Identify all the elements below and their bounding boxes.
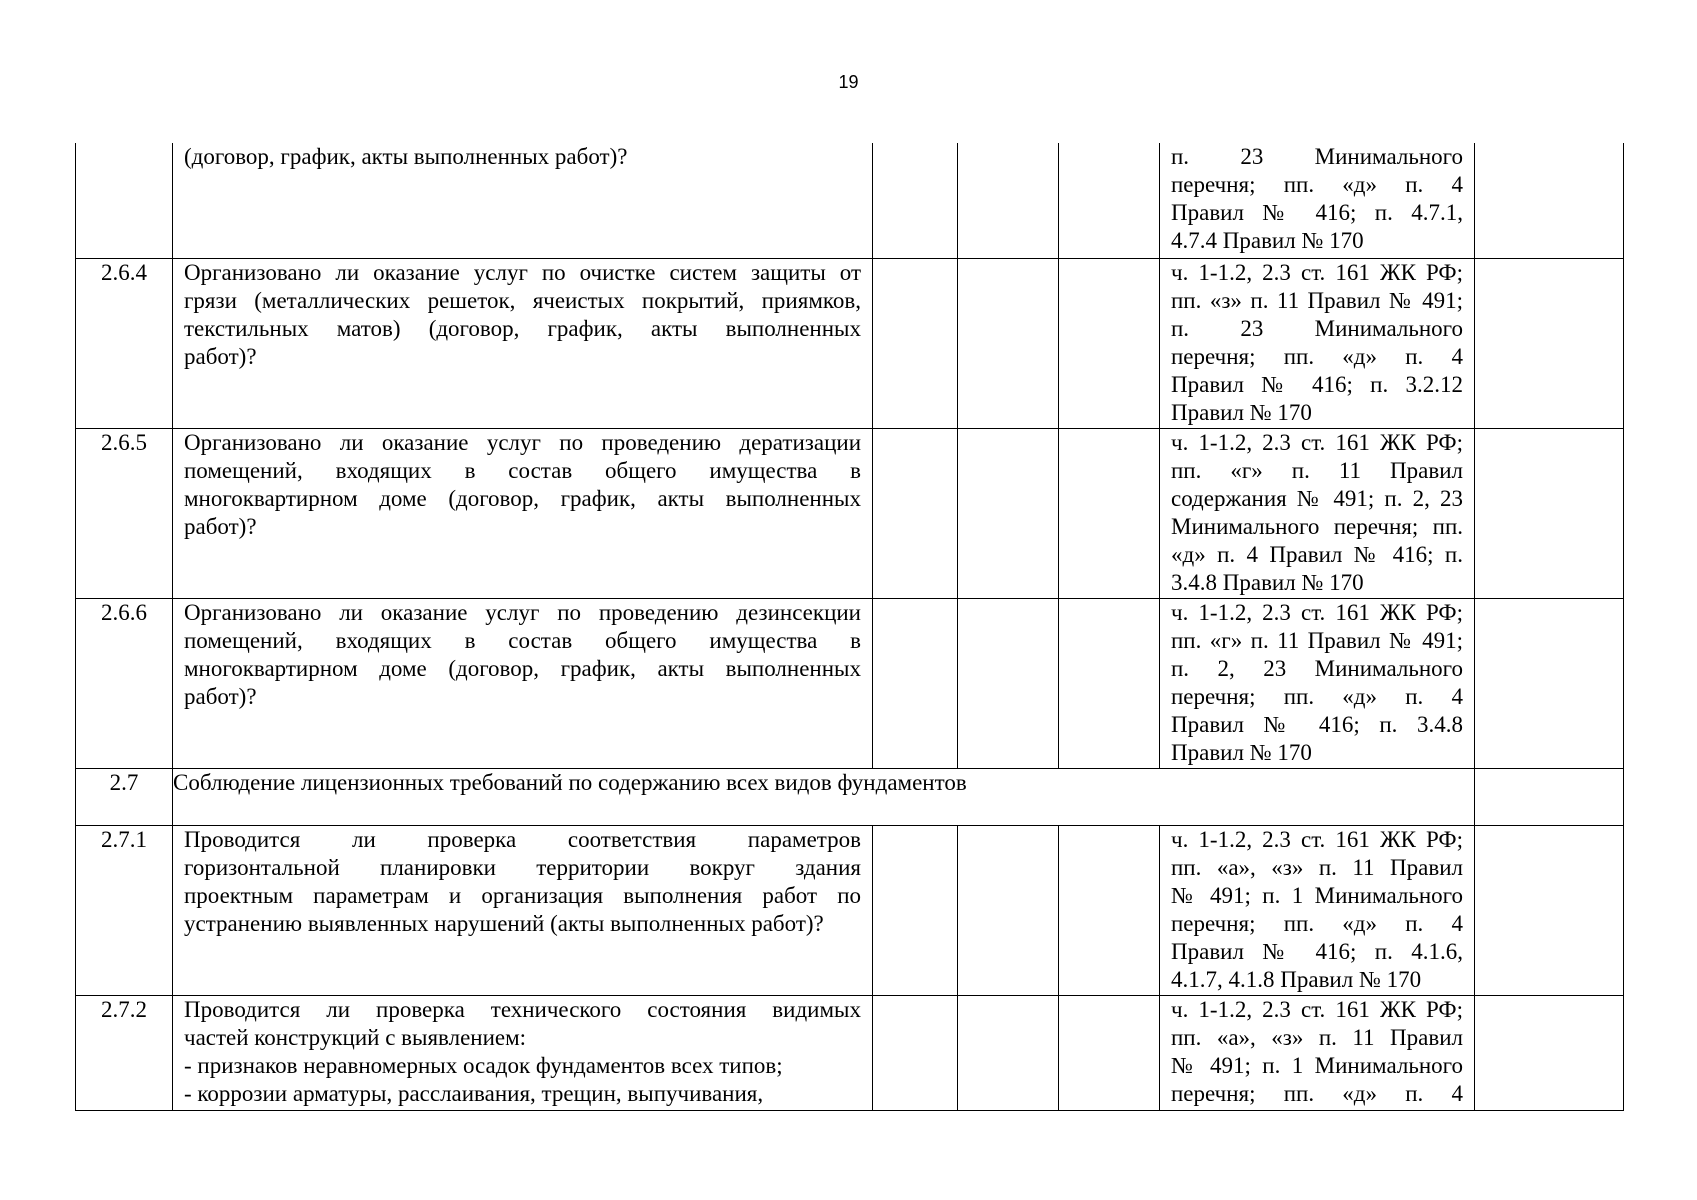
table-row xyxy=(76,825,1624,995)
note-cell xyxy=(1475,598,1624,768)
reference-line: перечня; пп. «д» п. 4 xyxy=(1171,910,1463,936)
reference-line: пп. «г» п. 11 Правил xyxy=(1171,457,1463,483)
reference-line: ч. 1-1.2, 2.3 ст. 161 ЖК РФ; xyxy=(1171,429,1463,455)
table-row xyxy=(76,258,1624,428)
reference-line: Правил № 416; п. 4.7.1, xyxy=(1171,200,1463,225)
question-line: работ)? xyxy=(184,343,257,369)
reference-cell xyxy=(1160,143,1475,258)
reference-cell xyxy=(1160,825,1475,995)
question-line: - коррозии арматуры, расслаивания, трещин, выпучивания, xyxy=(184,1080,764,1106)
reference-line: 3.4.8 Правил № 170 xyxy=(1171,569,1364,595)
question-cell xyxy=(173,995,873,1110)
note-cell xyxy=(1475,428,1624,598)
reference-cell xyxy=(1160,995,1475,1110)
reference-line: ч. 1-1.2, 2.3 ст. 161 ЖК РФ; xyxy=(1171,996,1463,1022)
row-number: 2.6.5 xyxy=(76,428,173,598)
reference-line: ч. 1-1.2, 2.3 ст. 161 ЖК РФ; xyxy=(1171,259,1463,285)
note-cell xyxy=(1475,995,1624,1110)
answer-cell xyxy=(1059,258,1160,428)
reference-line: 4.1.7, 4.1.8 Правил № 170 xyxy=(1171,966,1422,992)
reference-line: Правил № 170 xyxy=(1171,739,1312,765)
reference-line: п. 23 Минимального xyxy=(1171,144,1463,169)
reference-line: № 491; п. 1 Минимального xyxy=(1171,882,1463,908)
question-cell xyxy=(173,143,873,258)
answer-cell xyxy=(873,825,958,995)
note-cell xyxy=(1475,258,1624,428)
question-line: (договор, график, акты выполненных работ)? xyxy=(184,144,628,169)
reference-cell xyxy=(1160,258,1475,428)
reference-cell xyxy=(1160,598,1475,768)
answer-cell xyxy=(958,598,1059,768)
question-line: грязи (металлических решеток, ячеистых покрытий, приямков, xyxy=(184,287,861,313)
question-line: помещений, входящих в состав общего имущества в xyxy=(184,627,861,653)
question-line: работ)? xyxy=(184,683,257,709)
reference-line: Правил № 416; п. 4.1.6, xyxy=(1171,938,1463,964)
question-cell xyxy=(173,598,873,768)
question-line: текстильных матов) (договор, график, акты выполненных xyxy=(184,315,861,341)
reference-line: пп. «а», «з» п. 11 Правил xyxy=(1171,854,1463,880)
reference-line: п. 2, 23 Минимального xyxy=(1171,655,1463,681)
question-line: частей конструкций с выявлением: xyxy=(184,1024,527,1050)
reference-line: перечня; пп. «д» п. 4 xyxy=(1171,683,1463,709)
question-line: проектным параметрам и организация выполнения работ по xyxy=(184,882,861,908)
section-row xyxy=(76,768,1624,825)
reference-line: пп. «а», «з» п. 11 Правил xyxy=(1171,1024,1463,1050)
table-row xyxy=(76,428,1624,598)
answer-cell xyxy=(873,428,958,598)
reference-line: ч. 1-1.2, 2.3 ст. 161 ЖК РФ; xyxy=(1171,826,1463,852)
reference-line: Минимального перечня; пп. xyxy=(1171,513,1463,539)
answer-cell xyxy=(1059,995,1160,1110)
table-row xyxy=(76,143,1624,258)
question-line: Проводится ли проверка технического состояния видимых xyxy=(184,996,861,1022)
question-line: устранению выявленных нарушений (акты выполненных работ)? xyxy=(184,910,824,936)
checklist-table xyxy=(75,143,1624,1111)
page-number: 19 xyxy=(838,72,859,92)
row-number: 2.7 xyxy=(76,768,173,825)
row-number xyxy=(76,143,173,258)
question-line: Проводится ли проверка соответствия параметров xyxy=(184,826,861,852)
question-line: многоквартирном доме (договор, график, акты выполненных xyxy=(184,485,861,511)
question-cell xyxy=(173,428,873,598)
answer-cell xyxy=(873,995,958,1110)
question-line: - признаков неравномерных осадок фундаментов всех типов; xyxy=(184,1052,783,1078)
reference-line: Правил № 416; п. 3.4.8 xyxy=(1171,711,1463,737)
question-line: Организовано ли оказание услуг по очистке систем защиты от xyxy=(184,259,861,285)
answer-cell xyxy=(1059,598,1160,768)
table-row xyxy=(76,995,1624,1110)
answer-cell xyxy=(1059,428,1160,598)
question-line: работ)? xyxy=(184,513,257,539)
answer-cell xyxy=(958,825,1059,995)
question-cell xyxy=(173,825,873,995)
note-cell xyxy=(1475,143,1624,258)
reference-line: Правил № 416; п. 3.2.12 xyxy=(1171,371,1463,397)
answer-cell xyxy=(1059,143,1160,258)
row-number: 2.7.1 xyxy=(76,825,173,995)
row-number: 2.6.6 xyxy=(76,598,173,768)
answer-cell xyxy=(958,143,1059,258)
answer-cell xyxy=(1059,825,1160,995)
question-cell xyxy=(173,258,873,428)
reference-line: перечня; пп. «д» п. 4 xyxy=(1171,172,1463,197)
question-line: Организовано ли оказание услуг по проведению дезинсекции xyxy=(184,599,861,625)
table-row xyxy=(76,598,1624,768)
reference-line: пп. «г» п. 11 Правил № 491; xyxy=(1171,627,1463,653)
question-line: горизонтальной планировки территории вокруг здания xyxy=(184,854,861,880)
answer-cell xyxy=(958,995,1059,1110)
reference-line: перечня; пп. «д» п. 4 xyxy=(1171,343,1463,369)
section-title: Соблюдение лицензионных требований по содержанию всех видов фундаментов xyxy=(173,768,1475,825)
reference-line: ч. 1-1.2, 2.3 ст. 161 ЖК РФ; xyxy=(1171,599,1463,625)
reference-line: пп. «з» п. 11 Правил № 491; xyxy=(1171,287,1463,313)
row-number: 2.7.2 xyxy=(76,995,173,1110)
reference-line: перечня; пп. «д» п. 4 xyxy=(1171,1080,1463,1106)
answer-cell xyxy=(958,258,1059,428)
question-line: многоквартирном доме (договор, график, акты выполненных xyxy=(184,655,861,681)
question-line: помещений, входящих в состав общего имущества в xyxy=(184,457,861,483)
reference-line: содержания № 491; п. 2, 23 xyxy=(1171,485,1463,511)
reference-line: № 491; п. 1 Минимального xyxy=(1171,1052,1463,1078)
reference-line: Правил № 170 xyxy=(1171,399,1312,425)
answer-cell xyxy=(958,428,1059,598)
question-line: Организовано ли оказание услуг по проведению дератизации xyxy=(184,429,861,455)
row-number: 2.6.4 xyxy=(76,258,173,428)
answer-cell xyxy=(873,598,958,768)
reference-line: «д» п. 4 Правил № 416; п. xyxy=(1171,541,1463,567)
note-cell xyxy=(1475,825,1624,995)
answer-cell xyxy=(873,258,958,428)
answer-cell xyxy=(873,143,958,258)
reference-line: п. 23 Минимального xyxy=(1171,315,1463,341)
reference-line: 4.7.4 Правил № 170 xyxy=(1171,228,1364,253)
empty-cell xyxy=(1475,768,1624,825)
reference-cell xyxy=(1160,428,1475,598)
